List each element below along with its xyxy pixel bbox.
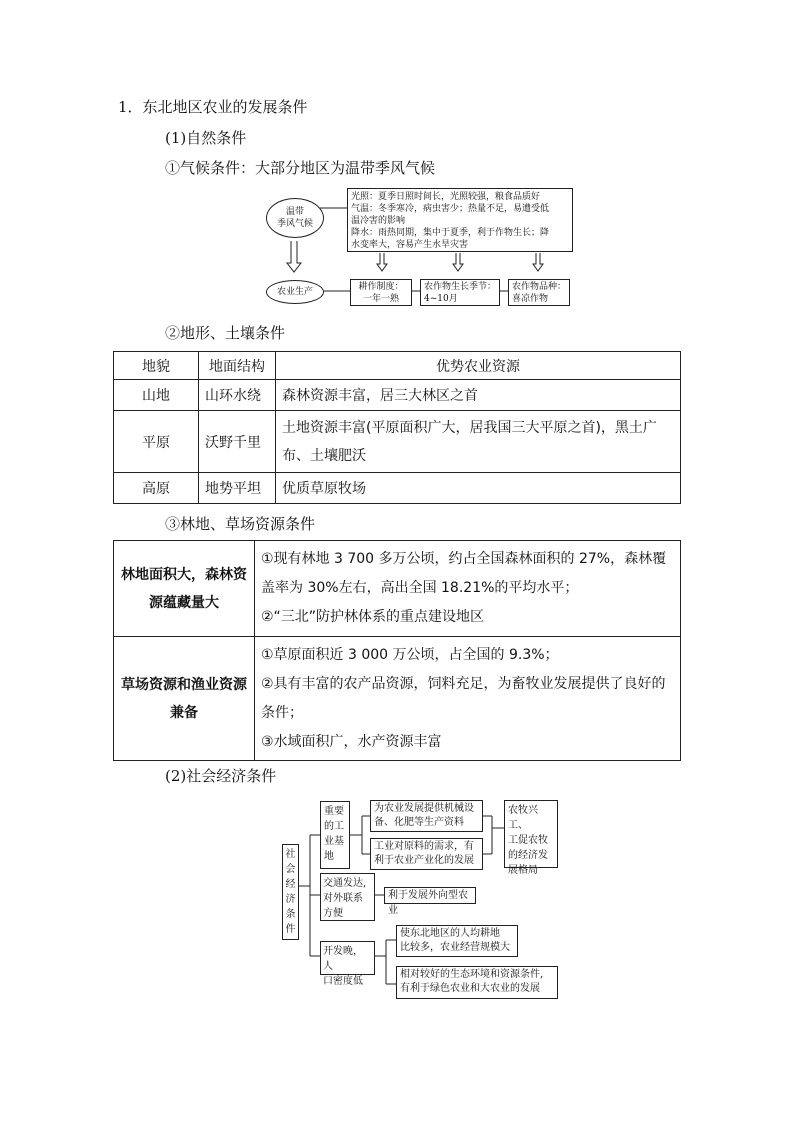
result-line: 农牧兴工、 — [508, 805, 538, 831]
green-agriculture-box — [396, 966, 558, 999]
transport-node — [320, 873, 375, 921]
natural-conditions-title: (1)自然条件 — [165, 129, 247, 147]
climate-node-line: 季风气候 — [276, 219, 313, 229]
large-scale-farming-box — [396, 925, 518, 957]
terrain-cell: 土地资源丰富(平原面积广大，居我国三大平原之首)，黑土广布、土壤肥沃 — [276, 411, 681, 473]
sub-line: 比较多，农业经营规模大 — [400, 942, 510, 953]
sub-line: 使东北地区的人均耕地 — [400, 928, 500, 939]
social-root-node — [282, 844, 299, 940]
sub-line: 相对较好的生态环境和资源条件, — [400, 969, 544, 980]
terrain-cell: 地势平坦 — [199, 473, 276, 504]
sub-line: 为农业发展提供机械设 — [374, 803, 474, 814]
terrain-cell: 山地 — [114, 380, 199, 411]
climate-node-line: 温带 — [285, 207, 304, 217]
forest-line: ①现有林地 3 700 多万公顷，约占全国森林面积的 27%，森林覆盖率为 30%左右，高出全国 18.21%的平均水平； — [261, 551, 667, 596]
terrain-cell: 平原 — [114, 411, 199, 473]
grassland-label-cell: 草场资源和渔业资源兼备 — [114, 637, 255, 761]
table-row — [114, 411, 681, 473]
climate-node — [266, 198, 324, 238]
branch-line: 地 — [324, 851, 334, 862]
terrain-table — [113, 351, 681, 504]
forest-label-cell: 林地面积大，森林资源蕴藏量大 — [114, 541, 255, 637]
climate-info-line: 降水：雨热同期，集中于夏季，利于作物生长；降 — [351, 228, 550, 238]
branch-line: 方便 — [323, 908, 343, 919]
sub-line: 利于农业产业化的发展 — [374, 855, 474, 866]
forest-title: ③林地、草场资源条件 — [165, 515, 316, 533]
terrain-cell: 高原 — [114, 473, 199, 504]
terrain-header-structure: 地面结构 — [199, 352, 276, 380]
result-line: 工促农牧 — [508, 835, 548, 846]
agriculture-node-label: 农业生产 — [276, 287, 313, 297]
climate-info-line: 光照：夏季日照时间长，光照较强，粮食品质好 — [351, 192, 541, 202]
climate-info-line: 气温：冬季寒冷，病虫害少；热量不足，易遭受低 — [351, 204, 550, 214]
industrial-base-node — [320, 801, 350, 869]
raw-material-demand-box — [370, 838, 483, 870]
branch-line: 对外联系 — [323, 893, 363, 904]
agriculture-node — [266, 280, 324, 304]
table-row — [114, 473, 681, 504]
terrain-header-resources: 优势农业资源 — [276, 352, 681, 380]
growing-season-line: 农作物生长季节： — [424, 282, 497, 292]
terrain-cell: 沃野千里 — [199, 411, 276, 473]
table-row — [114, 541, 681, 637]
branch-line: 口密度低 — [323, 976, 363, 987]
machinery-supply-box — [370, 800, 483, 832]
sub-line: 有利于绿色农业和大农业的发展 — [400, 983, 540, 994]
crop-variety-box — [508, 279, 570, 306]
crop-variety-line: 喜凉作物 — [512, 294, 549, 304]
terrain-cell: 优质草原牧场 — [276, 473, 681, 504]
terrain-cell: 山环水绕 — [199, 380, 276, 411]
grassland-line: ②具有丰富的农产品资源，饲料充足，为畜牧业发展提供了良好的条件； — [261, 675, 666, 721]
social-diagram — [280, 798, 562, 1002]
branch-line: 的工 — [324, 821, 344, 832]
result-line: 的经济发 — [508, 850, 548, 861]
social-conditions-title: (2)社会经济条件 — [165, 767, 277, 785]
forest-line: ②“三北”防护林体系的重点建设地区 — [261, 609, 485, 625]
table-row — [114, 380, 681, 411]
economic-pattern-box — [504, 800, 558, 876]
grassland-content-cell — [255, 637, 681, 761]
sub-line: 利于发展外向型农业 — [388, 890, 468, 916]
root-char: 社 — [285, 849, 296, 860]
export-agriculture-box — [384, 887, 476, 916]
root-char: 会 — [285, 864, 296, 875]
climate-info-line: 温冷害的影响 — [351, 216, 406, 226]
growing-season-box — [420, 279, 500, 306]
farming-system-line: 耕作制度： — [358, 282, 404, 292]
forest-table — [113, 540, 681, 761]
branch-line: 重要 — [324, 806, 344, 817]
sub-line: 工业对原料的需求，有 — [374, 841, 474, 852]
grassland-line: ③水域面积广，水产资源丰富 — [261, 733, 442, 750]
forest-content-cell — [255, 541, 681, 637]
result-line: 展格局 — [508, 865, 538, 876]
farming-system-line: 一年一熟 — [362, 294, 399, 304]
grassland-line: ①草原面积近 3 000 万公顷，占全国的 9.3%； — [261, 646, 559, 663]
table-row — [114, 637, 681, 761]
farming-system-box — [350, 279, 412, 306]
section-heading: 1．东北地区农业的发展条件 — [118, 98, 308, 116]
branch-line: 业基 — [324, 836, 344, 847]
root-char: 经 — [285, 879, 296, 890]
root-char: 济 — [285, 894, 296, 905]
climate-info-box — [347, 188, 573, 252]
climate-info-line: 水变率大，容易产生水旱灾害 — [351, 240, 469, 250]
terrain-title: ②地形、土壤条件 — [165, 324, 286, 342]
climate-diagram — [260, 186, 580, 310]
late-development-node — [320, 941, 375, 987]
climate-title: ①气候条件：大部分地区为温带季风气候 — [165, 159, 436, 177]
root-char: 条 — [285, 909, 296, 920]
root-char: 件 — [285, 924, 296, 935]
terrain-header-landform: 地貌 — [114, 352, 199, 380]
crop-variety-line: 农作物品种： — [512, 282, 567, 292]
sub-line: 备、化肥等生产资料 — [374, 817, 464, 828]
branch-line: 交通发达, — [323, 878, 367, 889]
growing-season-line: 4~10月 — [424, 294, 458, 304]
terrain-cell: 森林资源丰富，居三大林区之首 — [276, 380, 681, 411]
branch-line: 开发晚，人 — [323, 946, 363, 972]
